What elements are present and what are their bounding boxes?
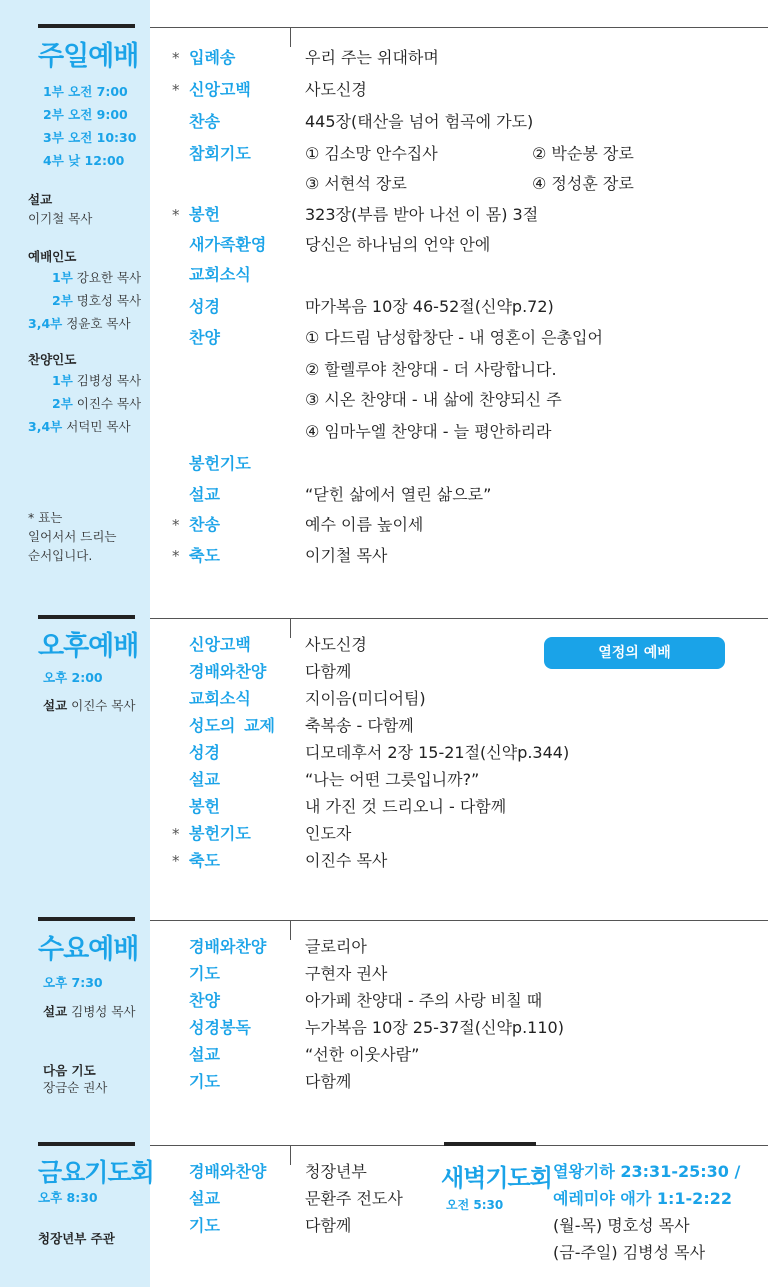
order-value: 다함께: [305, 1072, 352, 1091]
leader-part: 3,4부: [28, 419, 63, 434]
standing-note: [28, 508, 117, 565]
order-label: 성경: [189, 297, 220, 316]
divider: [150, 27, 768, 28]
order-value: 인도자: [305, 824, 352, 843]
leader-row: [28, 312, 141, 335]
order-label: 신앙고백: [189, 635, 251, 654]
dawn-scripture: 열왕기하 23:31-25:30 /: [553, 1162, 741, 1181]
dawn-scripture: 예레미야 애가 1:1-2:22: [553, 1189, 732, 1208]
order-label: 축도: [189, 546, 220, 565]
order-value: ② 할렐루야 찬양대 - 더 사랑합니다.: [305, 360, 557, 379]
order-value: 디모데후서 2장 15-21절(신약p.344): [305, 743, 570, 762]
service-times: [43, 80, 136, 172]
order-label: 경배와찬양: [189, 937, 267, 956]
dawn-leader: (월-목) 명호성 목사: [553, 1216, 690, 1235]
order-value: 누가복음 10장 25-37절(신약p.110): [305, 1018, 564, 1037]
sermon-heading: 설교: [43, 698, 68, 713]
order-label: 설교: [189, 1189, 220, 1208]
section-bar: [444, 1142, 536, 1146]
leader-row: [28, 392, 141, 415]
service-time: 2부 오전 9:00: [43, 107, 128, 122]
service-time: 오후 8:30: [38, 1190, 98, 1205]
order-value: 예수 이름 높이세: [305, 515, 424, 534]
leader-part: 2부: [52, 396, 73, 411]
standing-mark: *: [172, 516, 180, 534]
standing-mark: *: [172, 852, 180, 870]
order-value: 구현자 권사: [305, 964, 388, 983]
order-label: 교회소식: [189, 265, 251, 284]
order-value: “나는 어떤 그릇입니까?”: [305, 770, 480, 789]
order-label: 기도: [189, 1072, 220, 1091]
leader-name: 김병성 목사: [76, 373, 142, 388]
service-time: 4부 낮 12:00: [43, 153, 125, 168]
divider: [290, 1145, 291, 1165]
order-value: 지이음(미디어팀): [305, 689, 426, 708]
service-time: 3부 오전 10:30: [43, 130, 137, 145]
sermon-info: [43, 694, 136, 717]
order-label: 축도: [189, 851, 220, 870]
order-label: 경배와찬양: [189, 662, 267, 681]
order-value: 아가페 찬양대 - 주의 사랑 비칠 때: [305, 991, 543, 1010]
order-value: ③ 서현석 장로: [305, 174, 407, 193]
service-time: 오전 5:30: [446, 1198, 504, 1212]
leader-row: [28, 415, 141, 438]
order-label: 봉헌: [189, 797, 220, 816]
leader-name: 이진수 목사: [76, 396, 142, 411]
order-value: 445장(태산을 넘어 험곡에 가도): [305, 112, 534, 131]
note-line: * 표는: [28, 510, 63, 525]
order-value: 사도신경: [305, 635, 367, 654]
divider: [290, 618, 291, 638]
divider: [150, 920, 768, 921]
section-title-wednesday: 수요예배: [38, 934, 139, 965]
sermon-preacher: 김병성 목사: [71, 1004, 136, 1019]
sermon-preacher: 이기철 목사: [28, 211, 93, 226]
order-label: 경배와찬양: [189, 1162, 267, 1181]
order-value: 323장(부름 받아 나선 이 몸) 3절: [305, 205, 539, 224]
divider: [290, 27, 291, 47]
order-value: 우리 주는 위대하며: [305, 48, 439, 67]
sermon-heading: 설교: [28, 192, 53, 207]
section-bar: [38, 615, 135, 619]
praise-leader-heading: 찬양인도: [28, 352, 77, 367]
standing-mark: *: [172, 825, 180, 843]
order-value: 당신은 하나님의 언약 안에: [305, 235, 491, 254]
order-label: 신앙고백: [189, 80, 251, 99]
leader-part: 1부: [52, 270, 73, 285]
praise-leader-list: [28, 369, 141, 438]
standing-mark: *: [172, 547, 180, 565]
section-title-friday: 금요기도회: [38, 1158, 154, 1187]
order-label: 봉헌기도: [189, 454, 251, 473]
standing-mark: *: [172, 81, 180, 99]
order-value: ① 다드림 남성합창단 - 내 영혼이 은총입어: [305, 328, 603, 347]
order-label: 찬송: [189, 515, 220, 534]
leader-part: 2부: [52, 293, 73, 308]
order-label: 참회기도: [189, 144, 251, 163]
order-label: 봉헌기도: [189, 824, 251, 843]
service-time: 1부 오전 7:00: [43, 84, 128, 99]
section-title-afternoon: 오후예배: [38, 631, 139, 662]
leader-row: [28, 369, 141, 392]
order-value-secondary: ② 박순봉 장로: [532, 144, 634, 163]
order-label: 찬송: [189, 112, 220, 131]
order-value: 이진수 목사: [305, 851, 388, 870]
worship-leader-list: [28, 266, 141, 335]
order-label: 설교: [189, 485, 220, 504]
order-label: 성경봉독: [189, 1018, 251, 1037]
leader-name: 강요한 목사: [76, 270, 142, 285]
passion-worship-badge: 열정의 예배: [544, 637, 725, 669]
order-value: 이기철 목사: [305, 546, 388, 565]
order-label: 봉헌: [189, 205, 220, 224]
leader-row: [28, 266, 141, 289]
section-bar: [38, 24, 135, 28]
leader-part: 1부: [52, 373, 73, 388]
section-title-dawn: 새벽기도회: [441, 1164, 552, 1192]
order-value: ④ 임마누엘 찬양대 - 늘 평안하리라: [305, 422, 552, 441]
leader-name: 정윤호 목사: [66, 316, 131, 331]
service-time: 오후 2:00: [43, 670, 103, 685]
order-value: 청장년부: [305, 1162, 367, 1181]
order-label: 찬양: [189, 328, 220, 347]
order-value: “선한 이웃사람”: [305, 1045, 420, 1064]
section-title-sunday: 주일예배: [38, 41, 139, 72]
order-value: ③ 시온 찬양대 - 내 삶에 찬양되신 주: [305, 390, 562, 409]
worship-leader-heading: 예배인도: [28, 249, 77, 264]
sermon-preacher: 이진수 목사: [71, 698, 136, 713]
order-label: 새가족환영: [189, 235, 267, 254]
dawn-leader: (금-주일) 김병성 목사: [553, 1243, 706, 1262]
order-label: 설교: [189, 770, 220, 789]
sermon-heading: 설교: [43, 1004, 68, 1019]
standing-mark: *: [172, 206, 180, 224]
note-line: 일어서서 드리는: [28, 529, 117, 544]
order-value: ① 김소망 안수집사: [305, 144, 438, 163]
service-time: 오후 7:30: [43, 975, 103, 990]
divider: [150, 618, 768, 619]
divider: [290, 920, 291, 940]
order-label: 교회소식: [189, 689, 251, 708]
leader-row: [28, 289, 141, 312]
sermon-info: [43, 1000, 136, 1023]
next-prayer-name: 장금순 권사: [43, 1080, 108, 1095]
order-value: 축복송 - 다함께: [305, 716, 414, 735]
order-value: 문환주 전도사: [305, 1189, 403, 1208]
order-value: 마가복음 10장 46-52절(신약p.72): [305, 297, 554, 316]
order-value: 다함께: [305, 1216, 352, 1235]
section-bar: [38, 917, 135, 921]
order-label: 성경: [189, 743, 220, 762]
order-label: 기도: [189, 964, 220, 983]
leader-part: 3,4부: [28, 316, 63, 331]
section-bar: [38, 1142, 135, 1146]
order-label: 설교: [189, 1045, 220, 1064]
order-value-secondary: ④ 정성훈 장로: [532, 174, 634, 193]
host-note: 청장년부 주관: [38, 1231, 115, 1246]
order-value: 내 가진 것 드리오니 - 다함께: [305, 797, 507, 816]
order-label: 입례송: [189, 48, 236, 67]
order-value: “닫힌 삶에서 열린 삶으로”: [305, 485, 492, 504]
order-value: 사도신경: [305, 80, 367, 99]
order-value: 다함께: [305, 662, 352, 681]
standing-mark: *: [172, 49, 180, 67]
leader-name: 서덕민 목사: [66, 419, 131, 434]
order-value: 글로리아: [305, 937, 367, 956]
note-line: 순서입니다.: [28, 548, 93, 563]
leader-name: 명호성 목사: [76, 293, 142, 308]
order-label: 기도: [189, 1216, 220, 1235]
order-label: 성도의 교제: [189, 716, 275, 735]
order-label: 찬양: [189, 991, 220, 1010]
next-prayer-heading: 다음 기도: [43, 1063, 96, 1078]
